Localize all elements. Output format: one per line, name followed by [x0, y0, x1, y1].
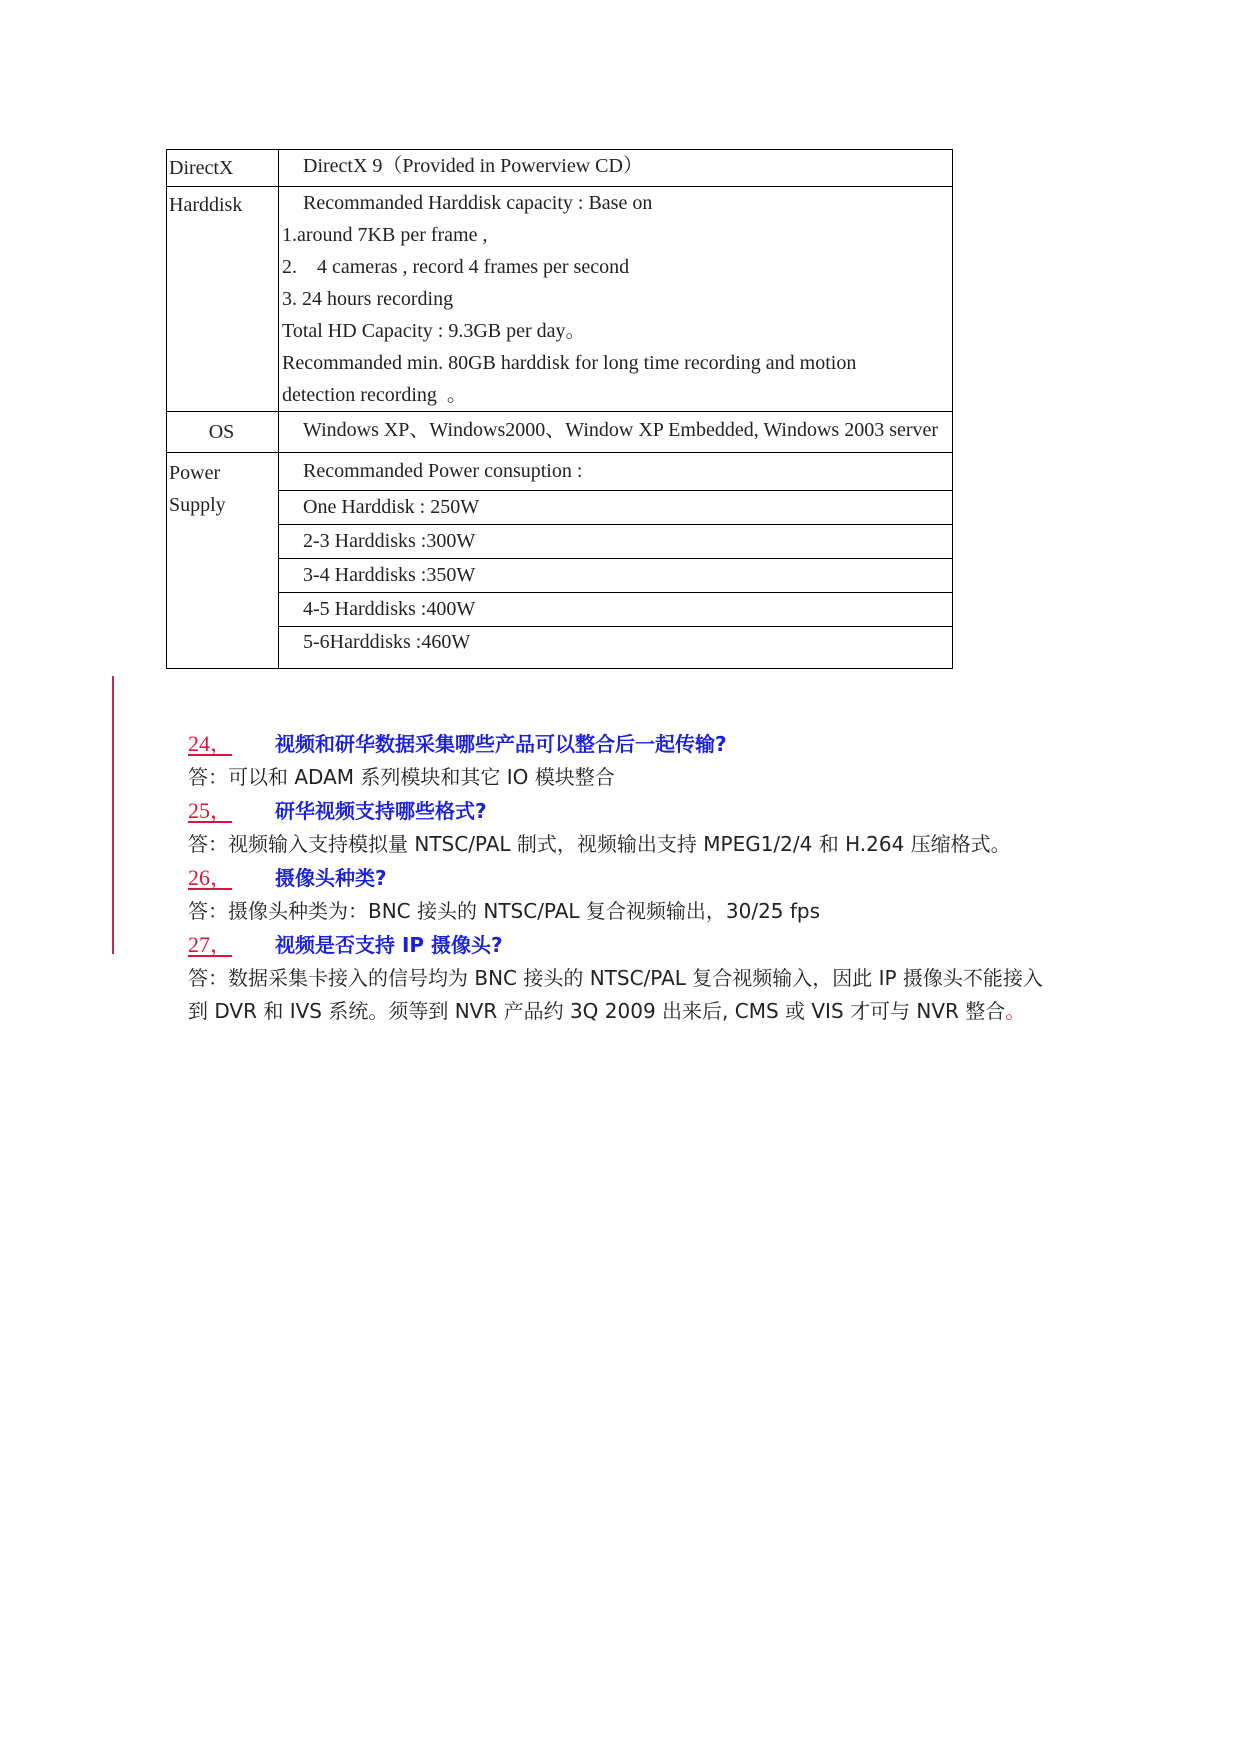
- spec-value-directx-text: DirectX 9（Provided in Powerview CD）: [303, 155, 643, 177]
- spec-value-os-text: Windows XP、Windows2000、Window XP Embedded, Windows 2003 server: [303, 419, 939, 441]
- spec-label-directx: DirectX: [167, 150, 279, 186]
- harddisk-line: Total HD Capacity : 9.3GB per day。: [282, 320, 586, 342]
- question-number: 25，: [188, 798, 233, 823]
- spec-table: [166, 149, 953, 669]
- answer-27-end: 。: [1005, 999, 1026, 1023]
- power-line: 4-5 Harddisks :400W: [279, 593, 952, 627]
- question-25: [188, 794, 1058, 828]
- spec-value-power-supply: [279, 453, 952, 668]
- power-line: Recommanded Power consuption :: [279, 453, 952, 491]
- spec-value-harddisk: [279, 187, 952, 411]
- answer-26: 答：摄像头种类为：BNC 接头的 NTSC/PAL 复合视频输出，30/25 fps: [188, 899, 821, 923]
- harddisk-line: 3. 24 hours recording: [282, 288, 454, 310]
- spec-row-directx: [167, 150, 952, 187]
- question-24: [188, 727, 1058, 761]
- question-text: 研华视频支持哪些格式?: [275, 799, 487, 823]
- qa-section: [188, 727, 1058, 1028]
- power-line: 3-4 Harddisks :350W: [279, 559, 952, 593]
- spec-row-harddisk: [167, 187, 952, 412]
- power-line: 2-3 Harddisks :300W: [279, 525, 952, 559]
- answer-27-text: 答：数据采集卡接入的信号均为 BNC 接头的 NTSC/PAL 复合视频输入，因此 IP 摄像头不能接入到 DVR 和 IVS 系统。须等到 NVR 产品约 3Q 2009 出来后, CMS 或 VIS 才可与 NVR 整合: [188, 966, 1043, 1023]
- power-line: 5-6Harddisks :460W: [303, 631, 471, 653]
- harddisk-line: Recommanded min. 80GB harddisk for long time recording and motion detection recording 。: [282, 352, 862, 406]
- answer-25: 答：视频输入支持模拟量 NTSC/PAL 制式，视频输出支持 MPEG1/2/4 和 H.264 压缩格式。: [188, 832, 1011, 856]
- question-text: 视频是否支持 IP 摄像头?: [275, 933, 503, 957]
- question-27: [188, 928, 1058, 962]
- question-text: 摄像头种类?: [275, 866, 387, 890]
- spec-value-os: [279, 412, 952, 452]
- answer-27: [188, 962, 1048, 1028]
- harddisk-line: 2. 4 cameras , record 4 frames per second: [282, 256, 630, 278]
- question-number: 27，: [188, 932, 233, 957]
- harddisk-line: Recommanded Harddisk capacity : Base on: [303, 192, 653, 214]
- question-number: 24，: [188, 731, 233, 756]
- question-text: 视频和研华数据采集哪些产品可以整合后一起传输?: [275, 732, 727, 756]
- spec-label-power-supply-text: Power Supply: [169, 462, 226, 516]
- question-number: 26，: [188, 865, 233, 890]
- spec-row-os: [167, 412, 952, 453]
- question-26: [188, 861, 1058, 895]
- spec-label-power-supply: [167, 453, 279, 668]
- spec-value-directx: [279, 150, 952, 186]
- answer-24: 答：可以和 ADAM 系列模块和其它 IO 模块整合: [188, 765, 615, 789]
- spec-label-harddisk: Harddisk: [167, 187, 279, 411]
- revision-bar: [112, 676, 114, 954]
- harddisk-line: 1.around 7KB per frame ,: [282, 224, 488, 246]
- power-line: One Harddisk : 250W: [279, 491, 952, 525]
- spec-label-os: OS: [167, 412, 279, 452]
- spec-row-power-supply: [167, 453, 952, 668]
